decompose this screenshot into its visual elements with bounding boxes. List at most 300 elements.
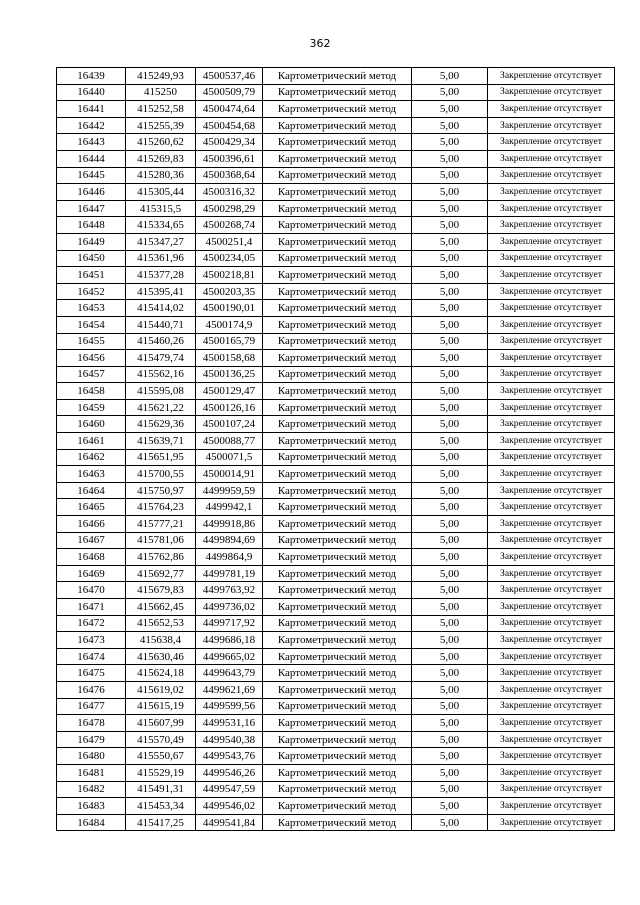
- accuracy-cell: 5,00: [412, 798, 488, 815]
- method-cell: Картометрический метод: [263, 599, 412, 616]
- accuracy-cell: 5,00: [412, 184, 488, 201]
- table-row: [57, 681, 615, 698]
- x-coordinate-cell: 415255,39: [126, 117, 196, 134]
- status-cell: Закрепление отсутствует: [488, 731, 615, 748]
- y-coordinate-cell: 4500268,74: [196, 217, 263, 234]
- accuracy-cell: 5,00: [412, 466, 488, 483]
- y-coordinate-cell: 4500129,47: [196, 383, 263, 400]
- table-row: [57, 466, 615, 483]
- y-coordinate-cell: 4499763,92: [196, 582, 263, 599]
- method-cell: Картометрический метод: [263, 68, 412, 85]
- y-coordinate-cell: 4499942,1: [196, 499, 263, 516]
- accuracy-cell: 5,00: [412, 681, 488, 698]
- point-number-cell: 16455: [57, 333, 126, 350]
- point-number-cell: 16459: [57, 399, 126, 416]
- status-cell: Закрепление отсутствует: [488, 200, 615, 217]
- status-cell: Закрепление отсутствует: [488, 68, 615, 85]
- status-cell: Закрепление отсутствует: [488, 648, 615, 665]
- status-cell: Закрепление отсутствует: [488, 599, 615, 616]
- point-number-cell: 16471: [57, 599, 126, 616]
- x-coordinate-cell: 415334,65: [126, 217, 196, 234]
- x-coordinate-cell: 415315,5: [126, 200, 196, 217]
- table-row: [57, 217, 615, 234]
- y-coordinate-cell: 4500088,77: [196, 433, 263, 450]
- x-coordinate-cell: 415692,77: [126, 565, 196, 582]
- accuracy-cell: 5,00: [412, 516, 488, 533]
- status-cell: Закрепление отсутствует: [488, 150, 615, 167]
- method-cell: Картометрический метод: [263, 383, 412, 400]
- x-coordinate-cell: 415639,71: [126, 433, 196, 450]
- table-row: [57, 433, 615, 450]
- status-cell: Закрепление отсутствует: [488, 615, 615, 632]
- y-coordinate-cell: 4500454,68: [196, 117, 263, 134]
- y-coordinate-cell: 4500107,24: [196, 416, 263, 433]
- status-cell: Закрепление отсутствует: [488, 350, 615, 367]
- x-coordinate-cell: 415700,55: [126, 466, 196, 483]
- method-cell: Картометрический метод: [263, 715, 412, 732]
- method-cell: Картометрический метод: [263, 615, 412, 632]
- table-row: [57, 283, 615, 300]
- y-coordinate-cell: 4499547,59: [196, 781, 263, 798]
- y-coordinate-cell: 4500190,01: [196, 300, 263, 317]
- table-row: [57, 582, 615, 599]
- x-coordinate-cell: 415762,86: [126, 549, 196, 566]
- method-cell: Картометрический метод: [263, 316, 412, 333]
- point-number-cell: 16449: [57, 233, 126, 250]
- method-cell: Картометрический метод: [263, 200, 412, 217]
- point-number-cell: 16446: [57, 184, 126, 201]
- point-number-cell: 16452: [57, 283, 126, 300]
- status-cell: Закрепление отсутствует: [488, 316, 615, 333]
- method-cell: Картометрический метод: [263, 350, 412, 367]
- y-coordinate-cell: 4499736,02: [196, 599, 263, 616]
- method-cell: Картометрический метод: [263, 731, 412, 748]
- table-row: [57, 250, 615, 267]
- status-cell: Закрепление отсутствует: [488, 134, 615, 151]
- point-number-cell: 16464: [57, 482, 126, 499]
- y-coordinate-cell: 4500234,05: [196, 250, 263, 267]
- point-number-cell: 16463: [57, 466, 126, 483]
- accuracy-cell: 5,00: [412, 532, 488, 549]
- point-number-cell: 16472: [57, 615, 126, 632]
- point-number-cell: 16443: [57, 134, 126, 151]
- y-coordinate-cell: 4500158,68: [196, 350, 263, 367]
- method-cell: Картометрический метод: [263, 482, 412, 499]
- accuracy-cell: 5,00: [412, 814, 488, 831]
- table-row: [57, 233, 615, 250]
- point-number-cell: 16466: [57, 516, 126, 533]
- status-cell: Закрепление отсутствует: [488, 499, 615, 516]
- status-cell: Закрепление отсутствует: [488, 565, 615, 582]
- accuracy-cell: 5,00: [412, 665, 488, 682]
- y-coordinate-cell: 4499541,84: [196, 814, 263, 831]
- status-cell: Закрепление отсутствует: [488, 798, 615, 815]
- y-coordinate-cell: 4499546,02: [196, 798, 263, 815]
- y-coordinate-cell: 4500165,79: [196, 333, 263, 350]
- method-cell: Картометрический метод: [263, 648, 412, 665]
- method-cell: Картометрический метод: [263, 333, 412, 350]
- page-number: 362: [309, 37, 331, 50]
- x-coordinate-cell: 415529,19: [126, 764, 196, 781]
- x-coordinate-cell: 415417,25: [126, 814, 196, 831]
- x-coordinate-cell: 415750,97: [126, 482, 196, 499]
- table-row: [57, 781, 615, 798]
- status-cell: Закрепление отсутствует: [488, 399, 615, 416]
- status-cell: Закрепление отсутствует: [488, 217, 615, 234]
- accuracy-cell: 5,00: [412, 781, 488, 798]
- accuracy-cell: 5,00: [412, 549, 488, 566]
- method-cell: Картометрический метод: [263, 433, 412, 450]
- point-number-cell: 16460: [57, 416, 126, 433]
- x-coordinate-cell: 415305,44: [126, 184, 196, 201]
- y-coordinate-cell: 4500126,16: [196, 399, 263, 416]
- status-cell: Закрепление отсутствует: [488, 582, 615, 599]
- status-cell: Закрепление отсутствует: [488, 665, 615, 682]
- accuracy-cell: 5,00: [412, 482, 488, 499]
- method-cell: Картометрический метод: [263, 632, 412, 649]
- x-coordinate-cell: 415562,16: [126, 366, 196, 383]
- point-number-cell: 16467: [57, 532, 126, 549]
- table-row: [57, 532, 615, 549]
- point-number-cell: 16476: [57, 681, 126, 698]
- method-cell: Картометрический метод: [263, 134, 412, 151]
- method-cell: Картометрический метод: [263, 117, 412, 134]
- point-number-cell: 16458: [57, 383, 126, 400]
- status-cell: Закрепление отсутствует: [488, 366, 615, 383]
- point-number-cell: 16453: [57, 300, 126, 317]
- accuracy-cell: 5,00: [412, 416, 488, 433]
- y-coordinate-cell: 4499540,38: [196, 731, 263, 748]
- point-number-cell: 16457: [57, 366, 126, 383]
- x-coordinate-cell: 415260,62: [126, 134, 196, 151]
- table-row: [57, 449, 615, 466]
- accuracy-cell: 5,00: [412, 117, 488, 134]
- x-coordinate-cell: 415550,67: [126, 748, 196, 765]
- point-number-cell: 16484: [57, 814, 126, 831]
- table-row: [57, 167, 615, 184]
- table-row: [57, 798, 615, 815]
- method-cell: Картометрический метод: [263, 665, 412, 682]
- y-coordinate-cell: 4500474,64: [196, 101, 263, 118]
- x-coordinate-cell: 415615,19: [126, 698, 196, 715]
- x-coordinate-cell: 415607,99: [126, 715, 196, 732]
- x-coordinate-cell: 415491,31: [126, 781, 196, 798]
- y-coordinate-cell: 4500174,9: [196, 316, 263, 333]
- table-row: [57, 764, 615, 781]
- table-row: [57, 499, 615, 516]
- accuracy-cell: 5,00: [412, 316, 488, 333]
- status-cell: Закрепление отсутствует: [488, 184, 615, 201]
- accuracy-cell: 5,00: [412, 565, 488, 582]
- accuracy-cell: 5,00: [412, 715, 488, 732]
- method-cell: Картометрический метод: [263, 565, 412, 582]
- table-row: [57, 648, 615, 665]
- x-coordinate-cell: 415624,18: [126, 665, 196, 682]
- y-coordinate-cell: 4499599,56: [196, 698, 263, 715]
- point-number-cell: 16469: [57, 565, 126, 582]
- accuracy-cell: 5,00: [412, 300, 488, 317]
- y-coordinate-cell: 4500251,4: [196, 233, 263, 250]
- accuracy-cell: 5,00: [412, 84, 488, 101]
- method-cell: Картометрический метод: [263, 167, 412, 184]
- x-coordinate-cell: 415460,26: [126, 333, 196, 350]
- x-coordinate-cell: 415619,02: [126, 681, 196, 698]
- status-cell: Закрепление отсутствует: [488, 416, 615, 433]
- y-coordinate-cell: 4499918,86: [196, 516, 263, 533]
- point-number-cell: 16473: [57, 632, 126, 649]
- table-row: [57, 333, 615, 350]
- accuracy-cell: 5,00: [412, 731, 488, 748]
- accuracy-cell: 5,00: [412, 433, 488, 450]
- status-cell: Закрепление отсутствует: [488, 117, 615, 134]
- x-coordinate-cell: 415453,34: [126, 798, 196, 815]
- point-number-cell: 16465: [57, 499, 126, 516]
- point-number-cell: 16481: [57, 764, 126, 781]
- x-coordinate-cell: 415629,36: [126, 416, 196, 433]
- method-cell: Картометрический метод: [263, 764, 412, 781]
- accuracy-cell: 5,00: [412, 366, 488, 383]
- status-cell: Закрепление отсутствует: [488, 632, 615, 649]
- table-row: [57, 814, 615, 831]
- method-cell: Картометрический метод: [263, 101, 412, 118]
- status-cell: Закрепление отсутствует: [488, 283, 615, 300]
- y-coordinate-cell: 4499959,59: [196, 482, 263, 499]
- point-number-cell: 16462: [57, 449, 126, 466]
- accuracy-cell: 5,00: [412, 399, 488, 416]
- y-coordinate-cell: 4499531,16: [196, 715, 263, 732]
- status-cell: Закрепление отсутствует: [488, 466, 615, 483]
- x-coordinate-cell: 415280,36: [126, 167, 196, 184]
- table-row: [57, 599, 615, 616]
- y-coordinate-cell: 4499546,26: [196, 764, 263, 781]
- y-coordinate-cell: 4500203,35: [196, 283, 263, 300]
- table-row: [57, 267, 615, 284]
- status-cell: Закрепление отсутствует: [488, 532, 615, 549]
- status-cell: Закрепление отсутствует: [488, 748, 615, 765]
- y-coordinate-cell: 4499621,69: [196, 681, 263, 698]
- x-coordinate-cell: 415269,83: [126, 150, 196, 167]
- x-coordinate-cell: 415777,21: [126, 516, 196, 533]
- point-number-cell: 16451: [57, 267, 126, 284]
- x-coordinate-cell: 415249,93: [126, 68, 196, 85]
- x-coordinate-cell: 415250: [126, 84, 196, 101]
- y-coordinate-cell: 4500396,61: [196, 150, 263, 167]
- y-coordinate-cell: 4500014,91: [196, 466, 263, 483]
- accuracy-cell: 5,00: [412, 449, 488, 466]
- accuracy-cell: 5,00: [412, 134, 488, 151]
- accuracy-cell: 5,00: [412, 499, 488, 516]
- table-row: [57, 383, 615, 400]
- status-cell: Закрепление отсутствует: [488, 333, 615, 350]
- status-cell: Закрепление отсутствует: [488, 233, 615, 250]
- y-coordinate-cell: 4500429,34: [196, 134, 263, 151]
- method-cell: Картометрический метод: [263, 681, 412, 698]
- method-cell: Картометрический метод: [263, 250, 412, 267]
- point-number-cell: 16448: [57, 217, 126, 234]
- x-coordinate-cell: 415781,06: [126, 532, 196, 549]
- point-number-cell: 16475: [57, 665, 126, 682]
- status-cell: Закрепление отсутствует: [488, 715, 615, 732]
- accuracy-cell: 5,00: [412, 648, 488, 665]
- accuracy-cell: 5,00: [412, 68, 488, 85]
- accuracy-cell: 5,00: [412, 333, 488, 350]
- method-cell: Картометрический метод: [263, 499, 412, 516]
- y-coordinate-cell: 4499717,92: [196, 615, 263, 632]
- y-coordinate-cell: 4500368,64: [196, 167, 263, 184]
- table-row: [57, 84, 615, 101]
- table-row: [57, 632, 615, 649]
- table-row: [57, 150, 615, 167]
- point-number-cell: 16482: [57, 781, 126, 798]
- method-cell: Картометрический метод: [263, 798, 412, 815]
- table-row: [57, 715, 615, 732]
- point-number-cell: 16456: [57, 350, 126, 367]
- accuracy-cell: 5,00: [412, 233, 488, 250]
- status-cell: Закрепление отсутствует: [488, 383, 615, 400]
- y-coordinate-cell: 4499686,18: [196, 632, 263, 649]
- accuracy-cell: 5,00: [412, 217, 488, 234]
- x-coordinate-cell: 415652,53: [126, 615, 196, 632]
- x-coordinate-cell: 415414,02: [126, 300, 196, 317]
- x-coordinate-cell: 415662,45: [126, 599, 196, 616]
- table-row: [57, 748, 615, 765]
- point-number-cell: 16483: [57, 798, 126, 815]
- x-coordinate-cell: 415621,22: [126, 399, 196, 416]
- x-coordinate-cell: 415570,49: [126, 731, 196, 748]
- status-cell: Закрепление отсутствует: [488, 781, 615, 798]
- x-coordinate-cell: 415764,23: [126, 499, 196, 516]
- point-number-cell: 16470: [57, 582, 126, 599]
- x-coordinate-cell: 415252,58: [126, 101, 196, 118]
- method-cell: Картометрический метод: [263, 233, 412, 250]
- y-coordinate-cell: 4500071,5: [196, 449, 263, 466]
- x-coordinate-cell: 415361,96: [126, 250, 196, 267]
- x-coordinate-cell: 415347,27: [126, 233, 196, 250]
- method-cell: Картометрический метод: [263, 267, 412, 284]
- accuracy-cell: 5,00: [412, 383, 488, 400]
- method-cell: Картометрический метод: [263, 416, 412, 433]
- accuracy-cell: 5,00: [412, 632, 488, 649]
- point-number-cell: 16444: [57, 150, 126, 167]
- coordinates-table: [56, 67, 615, 831]
- table-row: [57, 68, 615, 85]
- method-cell: Картометрический метод: [263, 217, 412, 234]
- y-coordinate-cell: 4500218,81: [196, 267, 263, 284]
- x-coordinate-cell: 415595,08: [126, 383, 196, 400]
- table-row: [57, 615, 615, 632]
- accuracy-cell: 5,00: [412, 150, 488, 167]
- x-coordinate-cell: 415679,83: [126, 582, 196, 599]
- accuracy-cell: 5,00: [412, 101, 488, 118]
- table-row: [57, 200, 615, 217]
- point-number-cell: 16445: [57, 167, 126, 184]
- status-cell: Закрепление отсутствует: [488, 433, 615, 450]
- point-number-cell: 16474: [57, 648, 126, 665]
- method-cell: Картометрический метод: [263, 698, 412, 715]
- status-cell: Закрепление отсутствует: [488, 549, 615, 566]
- table-row: [57, 101, 615, 118]
- accuracy-cell: 5,00: [412, 698, 488, 715]
- status-cell: Закрепление отсутствует: [488, 84, 615, 101]
- method-cell: Картометрический метод: [263, 814, 412, 831]
- table-row: [57, 665, 615, 682]
- point-number-cell: 16477: [57, 698, 126, 715]
- method-cell: Картометрический метод: [263, 84, 412, 101]
- x-coordinate-cell: 415630,46: [126, 648, 196, 665]
- point-number-cell: 16478: [57, 715, 126, 732]
- table-row: [57, 117, 615, 134]
- accuracy-cell: 5,00: [412, 615, 488, 632]
- status-cell: Закрепление отсутствует: [488, 250, 615, 267]
- method-cell: Картометрический метод: [263, 516, 412, 533]
- table-row: [57, 731, 615, 748]
- status-cell: Закрепление отсутствует: [488, 764, 615, 781]
- x-coordinate-cell: 415395,41: [126, 283, 196, 300]
- accuracy-cell: 5,00: [412, 283, 488, 300]
- method-cell: Картометрический метод: [263, 549, 412, 566]
- table-row: [57, 698, 615, 715]
- accuracy-cell: 5,00: [412, 250, 488, 267]
- point-number-cell: 16480: [57, 748, 126, 765]
- accuracy-cell: 5,00: [412, 200, 488, 217]
- status-cell: Закрепление отсутствует: [488, 300, 615, 317]
- status-cell: Закрепление отсутствует: [488, 167, 615, 184]
- y-coordinate-cell: 4500298,29: [196, 200, 263, 217]
- table-row: [57, 516, 615, 533]
- table-row: [57, 549, 615, 566]
- accuracy-cell: 5,00: [412, 267, 488, 284]
- method-cell: Картометрический метод: [263, 532, 412, 549]
- table-row: [57, 184, 615, 201]
- status-cell: Закрепление отсутствует: [488, 101, 615, 118]
- accuracy-cell: 5,00: [412, 748, 488, 765]
- status-cell: Закрепление отсутствует: [488, 681, 615, 698]
- method-cell: Картометрический метод: [263, 366, 412, 383]
- table-row: [57, 134, 615, 151]
- table-row: [57, 350, 615, 367]
- y-coordinate-cell: 4499665,02: [196, 648, 263, 665]
- method-cell: Картометрический метод: [263, 283, 412, 300]
- table-row: [57, 565, 615, 582]
- status-cell: Закрепление отсутствует: [488, 516, 615, 533]
- x-coordinate-cell: 415479,74: [126, 350, 196, 367]
- method-cell: Картометрический метод: [263, 781, 412, 798]
- accuracy-cell: 5,00: [412, 582, 488, 599]
- y-coordinate-cell: 4499643,79: [196, 665, 263, 682]
- point-number-cell: 16450: [57, 250, 126, 267]
- method-cell: Картометрический метод: [263, 582, 412, 599]
- method-cell: Картометрический метод: [263, 449, 412, 466]
- y-coordinate-cell: 4500509,79: [196, 84, 263, 101]
- table-row: [57, 366, 615, 383]
- status-cell: Закрепление отсутствует: [488, 698, 615, 715]
- y-coordinate-cell: 4500537,46: [196, 68, 263, 85]
- point-number-cell: 16442: [57, 117, 126, 134]
- y-coordinate-cell: 4499894,69: [196, 532, 263, 549]
- point-number-cell: 16461: [57, 433, 126, 450]
- x-coordinate-cell: 415377,28: [126, 267, 196, 284]
- point-number-cell: 16447: [57, 200, 126, 217]
- accuracy-cell: 5,00: [412, 599, 488, 616]
- method-cell: Картометрический метод: [263, 466, 412, 483]
- table-row: [57, 316, 615, 333]
- method-cell: Картометрический метод: [263, 150, 412, 167]
- y-coordinate-cell: 4500316,32: [196, 184, 263, 201]
- status-cell: Закрепление отсутствует: [488, 482, 615, 499]
- table-row: [57, 399, 615, 416]
- method-cell: Картометрический метод: [263, 184, 412, 201]
- status-cell: Закрепление отсутствует: [488, 814, 615, 831]
